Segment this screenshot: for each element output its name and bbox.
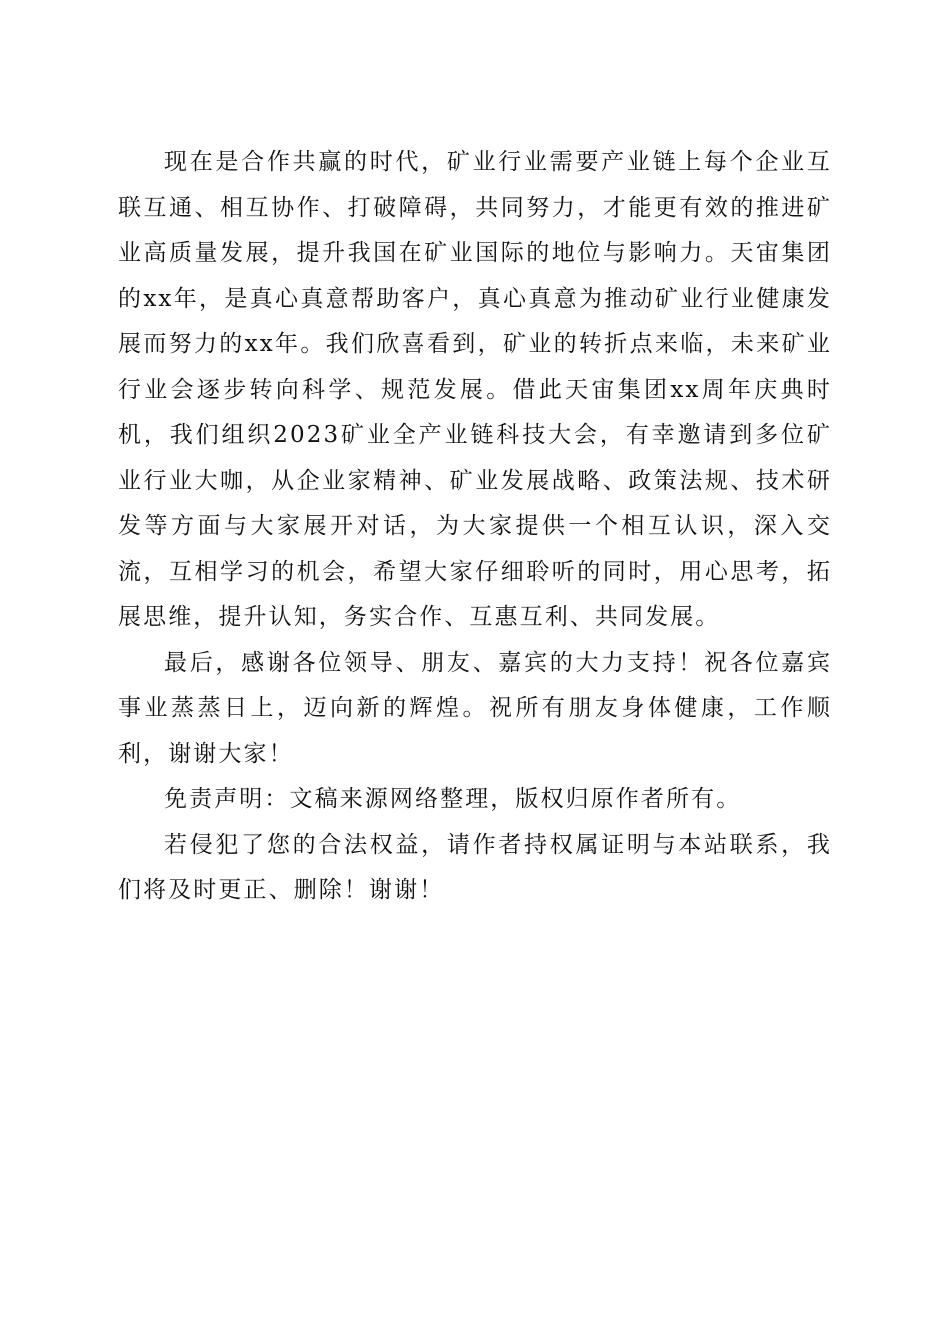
paragraph-cooperation: 现在是合作共赢的时代，矿业行业需要产业链上每个企业互联互通、相互协作、打破障碍，共同努力，才能更有效的推进矿业高质量发展，提升我国在矿业国际的地位与影响力。天宙集团的xx年，是真心真意帮助客户，真心真意为推动矿业行业健康发展而努力的xx年。我们欣喜看到，矿业的转折点来临，未来矿业行业会逐步转向科学、规范发展。借此天宙集团xx周年庆典时机，我们组织2023矿业全产业链科技大会，有幸邀请到多位矿业行业大咖，从企业家精神、矿业发展战略、政策法规、技术研发等方面与大家展开对话，为大家提供一个相互认识，深入交流，互相学习的机会，希望大家仔细聆听的同时，用心思考，拓展思维，提升认知，务实合作、互惠互利、共同发展。 [118,149,832,630]
document-body [118,140,832,914]
paragraph-disclaimer: 免责声明：文稿来源网络整理，版权归原作者所有。 [164,786,742,812]
paragraph-thanks: 最后，感谢各位领导、朋友、嘉宾的大力支持！祝各位嘉宾事业蒸蒸日上，迈向新的辉煌。祝所有朋友身体健康，工作顺利，谢谢大家！ [118,649,832,767]
paragraph-contact-notice: 若侵犯了您的合法权益，请作者持权属证明与本站联系，我们将及时更正、删除！谢谢！ [118,831,832,903]
